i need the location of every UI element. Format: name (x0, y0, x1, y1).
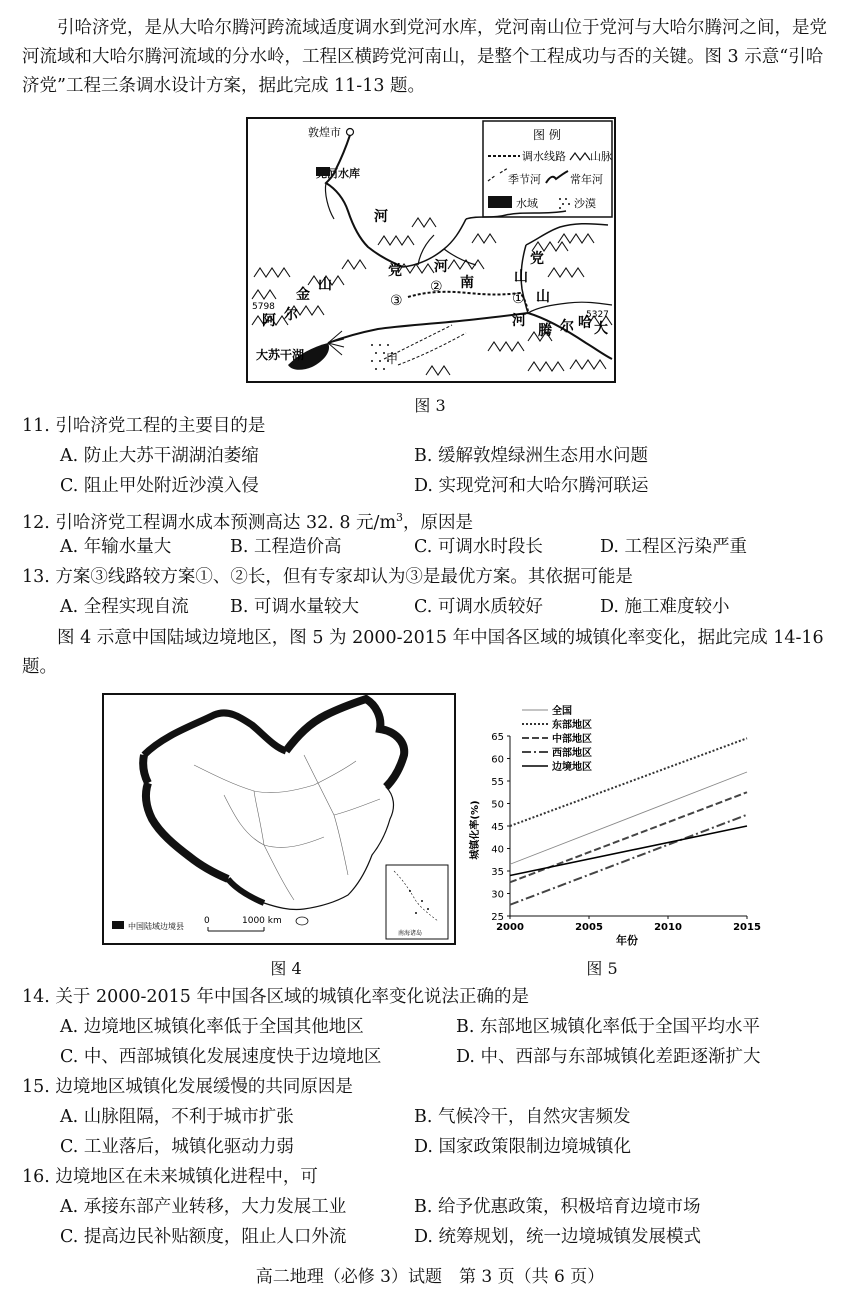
x-tick-label: 2010 (654, 922, 682, 933)
diversion-route (408, 292, 528, 311)
scale-label: 1000 km (242, 916, 282, 926)
label-jin: 金 (296, 287, 310, 303)
q16-option-b: B. 给予优惠政策，积极培育边境市场 (414, 1197, 701, 1217)
q12-option-b: B. 工程造价高 (230, 537, 342, 557)
hainan-island (296, 917, 308, 925)
reservoir-label: 党河水库 (316, 167, 360, 180)
label-nan: 南 (460, 275, 474, 291)
label-route-3: ③ (390, 293, 403, 309)
q14-option-b: B. 东部地区城镇化率低于全国平均水平 (456, 1017, 760, 1037)
q12-stem-sup: 3 (396, 511, 404, 524)
border-band-west (143, 755, 148, 783)
q14-option-c: C. 中、西部城镇化发展速度快于边境地区 (60, 1047, 382, 1067)
label-he3: 河 (512, 313, 526, 329)
q16-stem: 16. 边境地区在未来城镇化进程中，可 (22, 1167, 318, 1187)
map-svg (248, 119, 614, 381)
legend-seasonal: 季节河 (508, 173, 541, 186)
q12-stem-b: ，原因是 (403, 512, 474, 533)
inset-label: 南海诸岛 (398, 930, 423, 937)
legend-label-1: 东部地区 (552, 720, 592, 731)
legend-label-3: 西部地区 (552, 748, 592, 759)
intro-paragraph-2: 图 4 示意中国陆域边境地区，图 5 为 2000-2015 年中国各区域的城镇化率变化，据此完成 14-16 题。 (22, 628, 824, 677)
label-route-1: ① (512, 291, 525, 307)
y-tick-label: 25 (491, 912, 504, 923)
tributary-2 (444, 249, 476, 265)
dang-river (326, 135, 403, 267)
chart-axes (491, 732, 761, 933)
label-dang: 党 (388, 263, 402, 279)
figure-3-caption: 图 3 (414, 396, 446, 415)
legend-water: 水域 (516, 197, 538, 210)
q15-stem: 15. 边境地区城镇化发展缓慢的共同原因是 (22, 1077, 353, 1097)
label-elev-2: 5327 (586, 310, 609, 320)
label-jia: 甲 (386, 352, 399, 366)
y-tick-label: 30 (491, 889, 504, 901)
y-tick-label: 65 (491, 732, 504, 743)
label-he2: 河 (434, 259, 448, 275)
q11-option-b: B. 缓解敦煌绿洲生态用水问题 (414, 446, 648, 466)
q15-option-d: D. 国家政策限制边境城镇化 (414, 1137, 632, 1157)
series-line-3 (510, 815, 747, 905)
q15-option-b: B. 气候冷干，自然灾害频发 (414, 1107, 631, 1127)
chart-lines (510, 738, 747, 905)
figure-5-chart (462, 700, 762, 950)
q13-option-d: D. 施工难度较小 (600, 597, 730, 617)
label-er2: 尔 (560, 319, 574, 335)
q15-option-a: A. 山脉阻隔，不利于城市扩张 (60, 1107, 294, 1127)
label-shan2: 山 (536, 289, 550, 305)
label-river-he: 河 (374, 209, 388, 225)
x-tick-label: 2015 (733, 922, 761, 933)
inset-box (386, 865, 448, 939)
seasonal-river-2 (398, 333, 466, 365)
label-a: 阿 (262, 313, 276, 329)
legend-desert: 沙漠 (574, 197, 596, 210)
q13-option-a: A. 全程实现自流 (60, 597, 189, 617)
q16-option-d: D. 统筹规划，统一边境城镇发展模式 (414, 1227, 702, 1247)
chart-xlabel: 年份 (616, 934, 638, 947)
label-er: 尔 (284, 307, 298, 323)
legend-label-2: 中部地区 (552, 734, 592, 745)
q13-option-b: B. 可调水量较大 (230, 597, 359, 617)
scale-zero: 0 (204, 916, 210, 926)
label-dang2: 党 (530, 251, 544, 267)
y-tick-label: 35 (491, 867, 504, 878)
label-shan3: 山 (318, 277, 332, 293)
page-footer: 高二地理（必修 3）试题 第 3 页（共 6 页） (255, 1267, 605, 1287)
q12-option-a: A. 年输水量大 (60, 537, 172, 557)
q13-option-c: C. 可调水质较好 (414, 597, 543, 617)
q11-stem: 11. 引哈济党工程的主要目的是 (22, 416, 266, 436)
y-tick-label: 55 (491, 777, 504, 788)
border-county-legend-label: 中国陆域边境县 (128, 922, 184, 931)
y-tick-label: 40 (491, 844, 504, 856)
q14-option-a: A. 边境地区城镇化率低于全国其他地区 (60, 1017, 364, 1037)
city-label: 敦煌市 (308, 126, 341, 139)
y-tick-label: 45 (491, 822, 504, 833)
figure-4-caption: 图 4 (270, 959, 302, 978)
label-route-2: ② (430, 279, 443, 295)
x-tick-label: 2005 (575, 922, 603, 933)
border-county-legend-icon (112, 921, 124, 929)
y-tick-label: 60 (491, 754, 504, 766)
q11-option-a: A. 防止大苏干湖湖泊萎缩 (60, 446, 259, 466)
q13-stem: 13. 方案③线路较方案①、②长，但有专家却认为③是最优方案。其依据可能是 (22, 567, 633, 587)
x-tick-label: 2000 (496, 922, 524, 933)
china-map-svg (104, 695, 454, 943)
y-tick-label: 50 (491, 799, 504, 811)
label-lake: 大苏干湖 (256, 348, 305, 362)
q12-option-c: C. 可调水时段长 (414, 537, 543, 557)
legend-label-0: 全国 (552, 706, 572, 717)
q16-option-c: C. 提高边民补贴额度，阻止人口外流 (60, 1227, 347, 1247)
figure-4-map (102, 693, 456, 945)
chart-legend (522, 704, 592, 773)
q12-option-d: D. 工程区污染严重 (600, 537, 748, 557)
label-elev-1: 5798 (252, 302, 275, 312)
label-shan: 山 (514, 269, 528, 285)
legend-title: 图 例 (533, 128, 561, 142)
q15-option-c: C. 工业落后，城镇化驱动力弱 (60, 1137, 294, 1157)
legend-perennial: 常年河 (570, 173, 603, 186)
q11-option-c: C. 阻止甲处附近沙漠入侵 (60, 476, 259, 496)
q14-stem: 14. 关于 2000-2015 年中国各区域的城镇化率变化说法正确的是 (22, 987, 530, 1007)
legend-route: 调水线路 (522, 150, 566, 163)
water-legend-icon (488, 196, 512, 208)
figure-3-map (246, 117, 616, 383)
label-ha: 哈 (578, 315, 592, 331)
q14-option-d: D. 中、西部与东部城镇化差距逐渐扩大 (456, 1047, 761, 1067)
urbanization-chart-svg (462, 700, 762, 950)
chart-ylabel: 城镇化率(%) (470, 800, 481, 860)
label-teng: 腾 (538, 323, 552, 339)
intro-paragraph-1: 引哈济党，是从大哈尔腾河跨流域适度调水到党河水库，党河南山位于党河与大哈尔腾河之间，是党河流域和大哈尔腾河流域的分水岭，工程区横跨党河南山，是整个工程成功与否的关键。图 3 示意“引哈济党”工程三条调水设计方案，据此完成 11-13 题。 (22, 18, 827, 96)
q11-option-d: D. 实现党河和大哈尔腾河联运 (414, 476, 649, 496)
legend-mountain: 山脉 (590, 150, 612, 163)
q16-option-a: A. 承接东部产业转移，大力发展工业 (60, 1197, 347, 1217)
figure-5-caption: 图 5 (586, 959, 618, 978)
city-symbol (347, 129, 354, 136)
q12-stem-a: 12. 引哈济党工程调水成本预测高达 32. 8 元/m (22, 512, 397, 533)
label-da: 大 (594, 321, 608, 337)
legend-label-4: 边境地区 (552, 762, 592, 773)
